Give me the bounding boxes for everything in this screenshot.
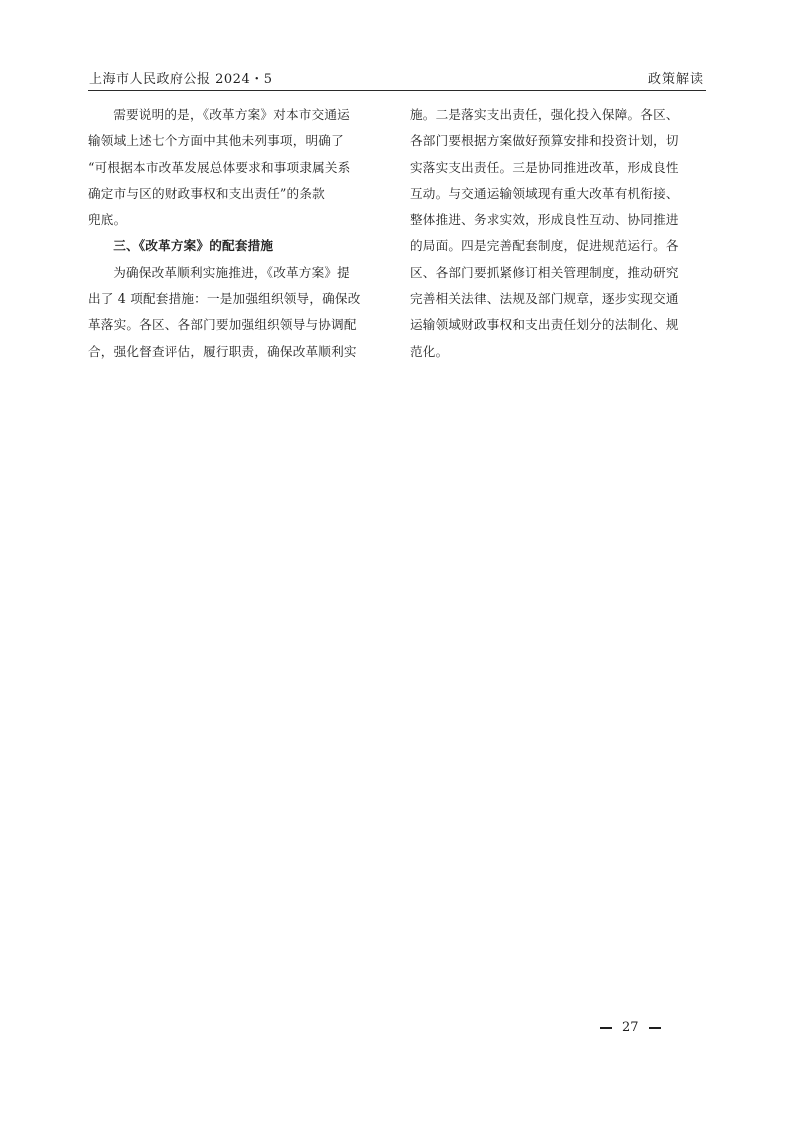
publication-title: 上海市人民政府公报 2024・5 — [89, 72, 273, 87]
left-column — [88, 102, 384, 365]
paragraph-measures-continued: 施。二是落实支出责任，强化投入保障。各区、 各部门要根据方案做好预算安排和投资计划，切 实落实支出责任。三是协同推进改革，形成良性 互动。与交通运输领域现有重大改革有机衔接、 整体推进、务求实效，形成良性互动、协同推进 的局面。四是完善配套制度，促进规范运行。各 区、各部门要抓紧修订相关管理制度，推动研究 完善相关法律、法规及部门规章，逐步实现交通 运输领域财政事权和支出责任划分的法制化、规 范化。 — [410, 107, 679, 359]
page-number: 27 — [622, 1020, 639, 1035]
page-header — [88, 66, 706, 91]
paragraph-note: 需要说明的是，《改革方案》对本市交通运 输领域上述七个方面中其他未列事项，明确了 “可根据本市改革发展总体要求和事项隶属关系 确定市与区的财政事权和支出责任”的条款 兜底。 — [88, 107, 351, 228]
footer-dash-right — [649, 1027, 661, 1029]
section-title: 政策解读 — [647, 72, 704, 87]
section-heading: 三、《改革方案》的配套措施 — [113, 238, 274, 254]
page-footer — [600, 1020, 720, 1040]
footer-dash-left — [600, 1027, 612, 1029]
right-column — [410, 102, 706, 365]
paragraph-measures: 为确保改革顺利实施推进，《改革方案》提 出了 4 项配套措施：一是加强组织领导，确保改 革落实。各区、各部门要加强组织领导与协调配 合，强化督查评估，履行职责，确保改革顺利实 — [88, 264, 361, 359]
